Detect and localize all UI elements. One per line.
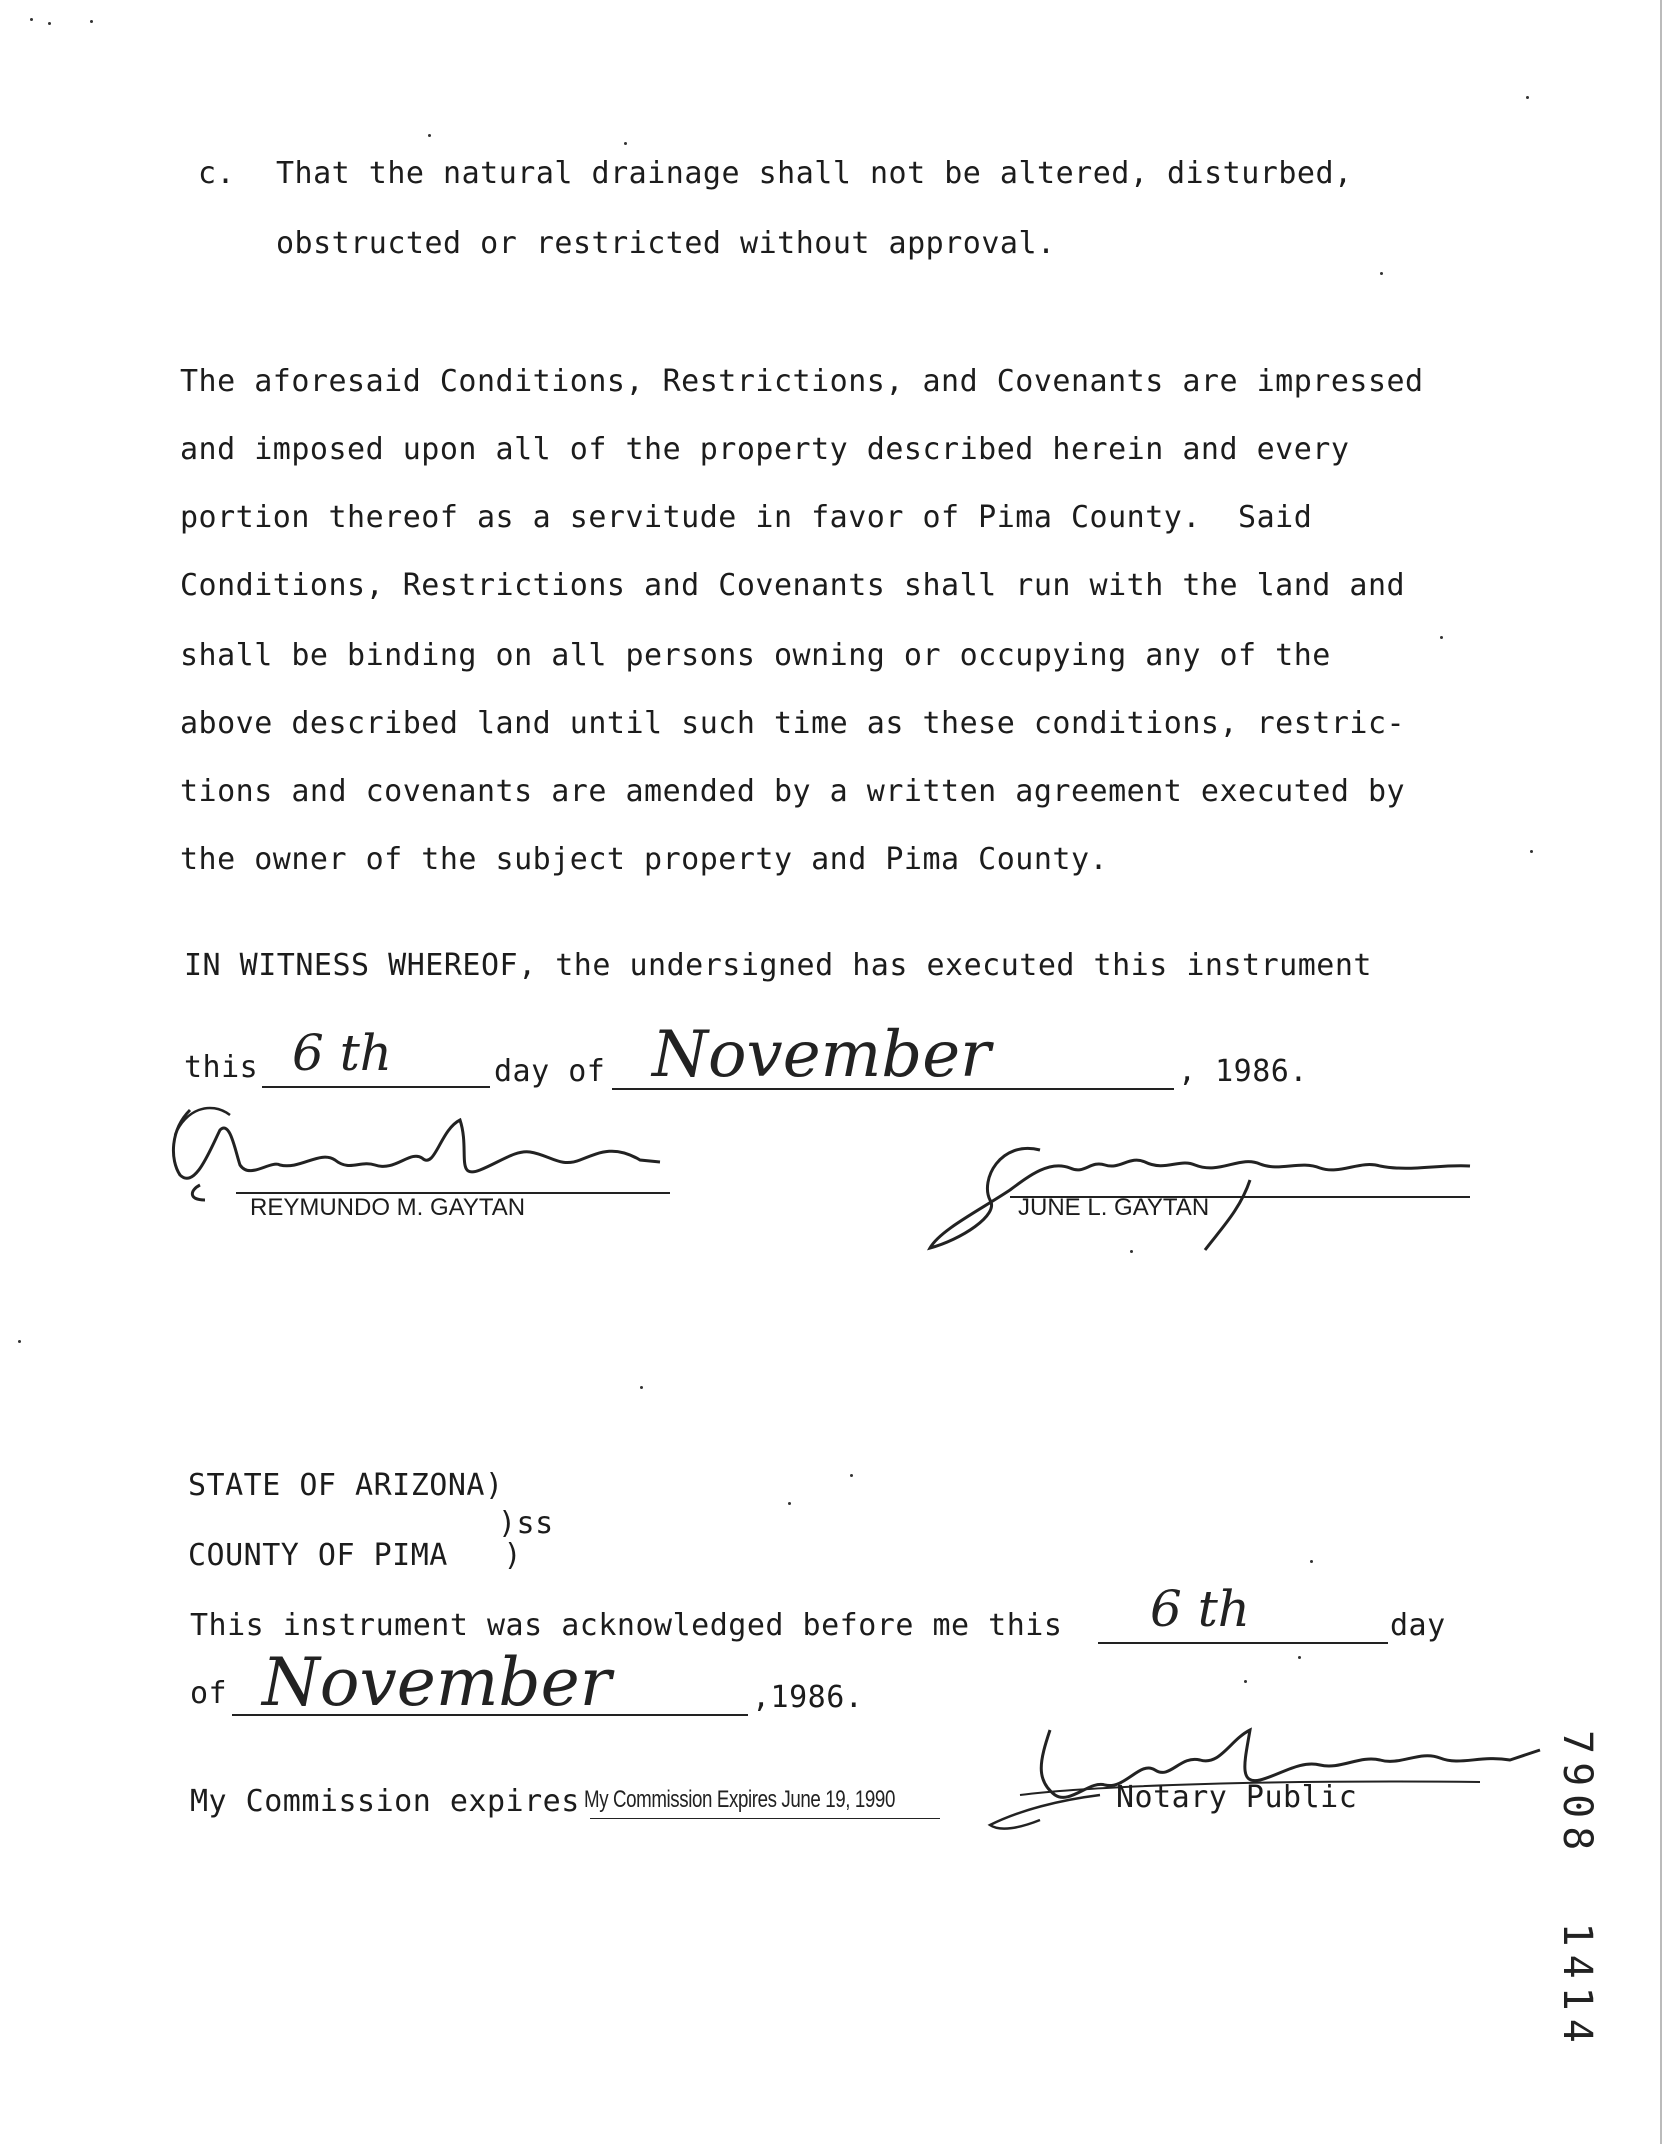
scan-speck (788, 1502, 791, 1505)
day-blank-line (262, 1086, 490, 1088)
scan-speck (624, 142, 627, 145)
clause-line-1: That the natural drainage shall not be altered, disturbed, (276, 156, 1353, 191)
scan-edge-line (1660, 0, 1662, 2144)
ack-year-text: ,1986. (752, 1680, 864, 1715)
ack-day-label: day (1390, 1608, 1446, 1643)
scan-speck (850, 1474, 853, 1477)
scan-speck (1530, 850, 1533, 853)
notary-title: Notary Public (1116, 1780, 1358, 1815)
scan-speck (1380, 272, 1383, 275)
scan-speck (1130, 1250, 1133, 1253)
scan-speck (18, 1340, 21, 1343)
paragraph-line: portion thereof as a servitude in favor of Pima County. Said (180, 500, 1313, 535)
scan-speck (1310, 1560, 1313, 1563)
paragraph-line: Conditions, Restrictions and Covenants shall run with the land and (180, 568, 1406, 603)
year-text: , 1986. (1178, 1054, 1308, 1089)
commission-stamp: My Commission Expires June 19, 1990 (584, 1786, 895, 1813)
commission-label: My Commission expires (190, 1784, 580, 1819)
commission-blank-line (590, 1818, 940, 1819)
day-of-label: day of (494, 1054, 606, 1089)
scan-speck (90, 20, 93, 23)
acknowledgment-text: This instrument was acknowledged before me this (190, 1608, 1063, 1643)
clause-marker: c. (198, 156, 236, 191)
venue-ss: )ss (498, 1506, 554, 1541)
paragraph-line: The aforesaid Conditions, Restrictions, and Covenants are impressed (180, 364, 1424, 399)
handwritten-month: November (652, 1018, 991, 1092)
venue-state: STATE OF ARIZONA) (188, 1468, 504, 1503)
handwritten-day: 6 th (292, 1024, 392, 1082)
this-label: this (184, 1050, 259, 1085)
paragraph-line: shall be binding on all persons owning or occupying any of the (180, 638, 1331, 673)
scan-speck (1526, 96, 1529, 99)
ack-handwritten-month: November (262, 1644, 612, 1721)
scan-speck (1298, 1656, 1301, 1659)
paragraph-line: and imposed upon all of the property described herein and every (180, 432, 1350, 467)
paragraph-line: the owner of the subject property and Pima County. (180, 842, 1109, 877)
ack-of-label: of (190, 1676, 228, 1711)
signer-name-right: JUNE L. GAYTAN (1018, 1194, 1210, 1221)
scan-speck (48, 22, 51, 25)
paragraph-line: tions and covenants are amended by a written agreement executed by (180, 774, 1406, 809)
scan-speck (1244, 1680, 1247, 1683)
scan-speck (640, 1386, 643, 1389)
signature-june (920, 1120, 1480, 1260)
ack-day-blank-line (1098, 1642, 1388, 1644)
clause-line-2: obstructed or restricted without approval. (276, 226, 1056, 261)
recording-number: 7908 1414 (1554, 1730, 1600, 2051)
signer-name-left: REYMUNDO M. GAYTAN (250, 1194, 526, 1221)
scan-speck (1440, 636, 1443, 639)
witness-line: IN WITNESS WHEREOF, the undersigned has executed this instrument (184, 948, 1372, 983)
ack-handwritten-day: 6 th (1150, 1580, 1250, 1638)
paragraph-line: above described land until such time as these conditions, restric- (180, 706, 1406, 741)
signature-notary (980, 1700, 1560, 1840)
scan-speck (30, 18, 33, 21)
scan-speck (428, 134, 431, 137)
venue-county: COUNTY OF PIMA ) (188, 1538, 523, 1573)
